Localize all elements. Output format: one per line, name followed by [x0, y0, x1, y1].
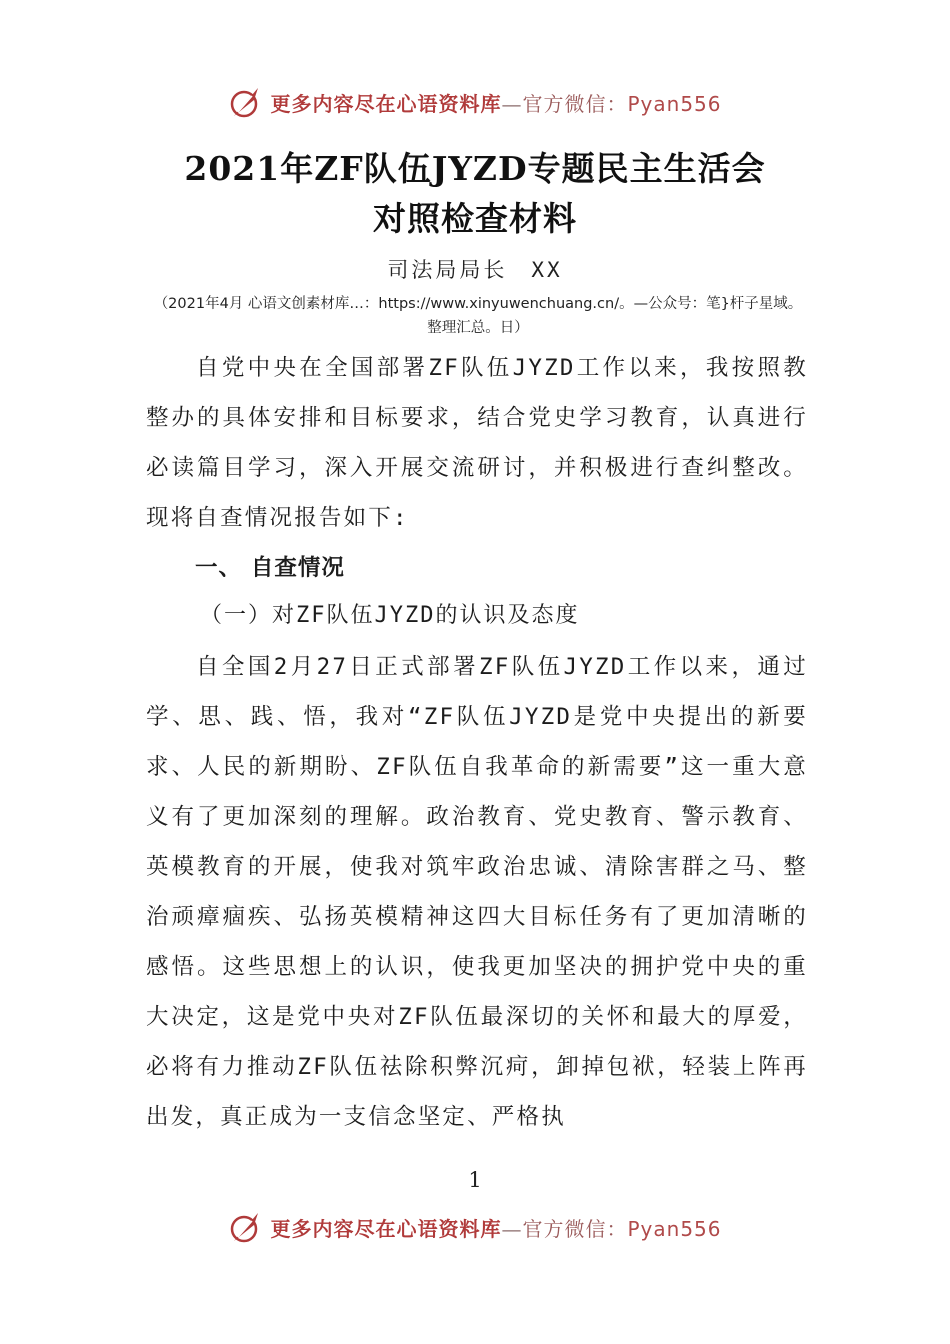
watermark-text: 更多内容尽在心语资料库—官方微信：Pyan556 — [270, 91, 722, 116]
watermark-text: 更多内容尽在心语资料库—官方微信：Pyan556 — [270, 1216, 722, 1241]
body-paragraph: 自全国2月27日正式部署ZF队伍JYZD工作以来，通过学、思、践、悟，我对“ZF队伍JYZD是党中央提出的新要求、人民的新期盼、ZF队伍自我革命的新需要”这一重大意义有了更加深刻的理解。政治教育、党史教育、警示教育、英模教育的开展，使我对筑牢政治忠诚、清除害群之马、整治顽瘴痼疾、弘扬英模精神这四大目标任务有了更加清晰的感悟。这些思想上的认识，使我更加坚决的拥护党中央的重大决定，这是党中央对ZF队伍最深切的关怀和最大的厚爱，必将有力推动ZF队伍祛除积弊沉疴，卸掉包袱，轻装上阵再出发，真正成为一支信念坚定、严格执 — [146, 654, 808, 1130]
source-note: （2021年4月 心语文创素材库…：https://www.xinyuwenchuang.cn/。—公众号：笔}杆子星域。整理汇总。日） — [153, 296, 803, 336]
document-title-line2: 对照检查材料 — [373, 199, 577, 238]
section-heading: 一、 自查情况 — [195, 555, 345, 581]
page-number: 1 — [468, 1168, 482, 1192]
subsection-heading: （一）对ZF队伍JYZD的认识及态度 — [200, 603, 580, 628]
footer-watermark — [0, 1205, 950, 1249]
feather-pen-icon — [228, 1209, 264, 1245]
document-title-line1: 2021年ZF队伍JYZD专题民主生活会 — [184, 149, 766, 188]
feather-pen-icon — [228, 84, 264, 120]
header-watermark — [0, 80, 950, 124]
intro-paragraph: 自党中央在全国部署ZF队伍JYZD工作以来，我按照教整办的具体安排和目标要求，结合党史学习教育，认真进行必读篇目学习，深入开展交流研讨，并积极进行查纠整改。现将自查情况报告如下: — [146, 355, 808, 531]
author-line: 司法局局长 XX — [387, 258, 563, 282]
